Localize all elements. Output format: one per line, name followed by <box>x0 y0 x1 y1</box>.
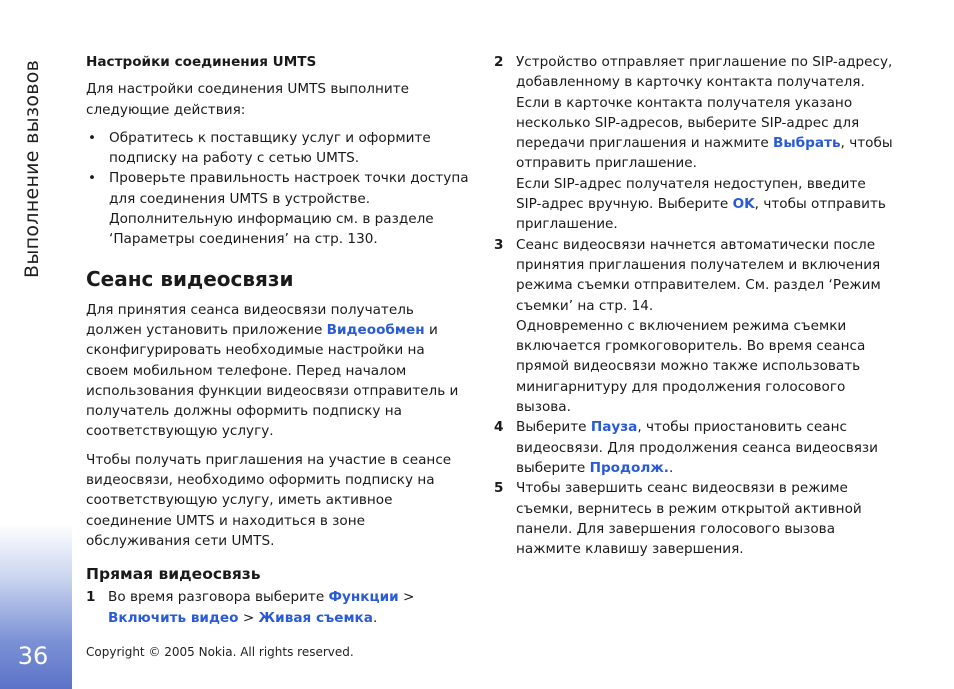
video-paragraph-1 <box>86 300 471 442</box>
bullet-text: Проверьте правильность настроек точки доступа для соединения UMTS в устройстве. Дополнительную информацию см. в разделе ‘Параметры соединения’ на стр. 130. <box>109 170 469 248</box>
bullet-text: Обратитесь к поставщику услуг и оформите подписку на работу с сетью UMTS. <box>109 129 431 167</box>
list-item <box>86 168 471 249</box>
step-text-part: Если в карточке контакта получателя указано несколько SIP-адресов, выберите SIP-адрес для передачи приглашения и нажмите <box>516 94 860 152</box>
step-number: 1 <box>86 589 96 606</box>
copyright-footer: Copyright © 2005 Nokia. All rights reserved. <box>86 645 354 659</box>
page-number: 36 <box>17 642 49 670</box>
list-item <box>86 128 471 169</box>
step-text-part: , чтобы отправить приглашение. <box>516 196 886 233</box>
step-end: . <box>372 609 378 626</box>
step-item-1 <box>86 587 471 628</box>
video-paragraph-2: Чтобы получать приглашения на участие в сеансе видеосвязи, необходимо оформить подписку на соответствующую услугу, иметь активное соединение UMTS и находиться в зоне обслуживания сети UMTS. <box>86 451 452 549</box>
steps-list <box>86 587 471 628</box>
enable-video-link: Включить видео <box>108 609 239 626</box>
step-item-2 <box>494 52 894 235</box>
step-text: Устройство отправляет приглашение по SIP-адресу, добавленному в карточку контакта получателя. <box>516 54 893 91</box>
pause-link: Пауза <box>590 419 638 436</box>
section-title: Выполнение вызовов <box>21 59 43 278</box>
options-link: Функции <box>328 589 399 606</box>
step-number: 2 <box>494 54 504 70</box>
umts-heading: Настройки соединения UMTS <box>86 54 317 70</box>
step-end: . <box>668 459 674 476</box>
step-text <box>516 174 894 235</box>
step-text: Сеанс видеосвязи начнется автоматически после принятия приглашения получателем и включения режима съемки отправителем. См. раздел ‘Режим съемки’ на стр. 14. <box>516 236 881 314</box>
step-text: Во время разговора выберите <box>108 589 329 606</box>
step-item-3 <box>494 235 894 418</box>
step-text-part: Если SIP-адрес получателя недоступен, введите SIP-адрес вручную. Выберите <box>516 175 866 213</box>
step-number: 4 <box>494 419 504 436</box>
umts-bullet-list <box>86 128 471 250</box>
select-link: Выбрать <box>773 135 841 152</box>
step-text-part: , чтобы отправить приглашение. <box>516 135 893 172</box>
left-column <box>86 52 471 628</box>
bullet-glyph: • <box>88 170 97 187</box>
step-text: Выберите <box>516 419 591 436</box>
right-column <box>494 52 894 559</box>
p1-text-end: и сконфигурировать необходимые настройки на своем мобильном телефоне. Перед началом использования функции видеосвязи отправитель и получатель должны оформить подписку на соответствующую услугу. <box>86 321 459 440</box>
step-item-4 <box>494 417 894 478</box>
step-text: , чтобы приостановить сеанс видеосвязи. Для продолжения сеанса видеосвязи выберите <box>516 419 878 476</box>
continue-link: Продолж. <box>589 459 669 476</box>
step-text: Одновременно с включением режима съемки включается громкоговоритель. Во время сеанса прямой видеосвязи можно также использовать минигарнитуру для продолжения голосового вызова. <box>516 317 866 416</box>
videosharing-link: Видеообмен <box>326 321 425 338</box>
sidebar <box>0 0 72 689</box>
separator: > <box>398 589 415 606</box>
ok-link: OK <box>732 196 755 213</box>
step-text <box>516 93 894 174</box>
step-number: 3 <box>494 236 504 253</box>
section-heading: Сеанс видеосвязи <box>86 266 294 291</box>
step-number: 5 <box>494 480 504 497</box>
live-video-link: Живая съемка <box>258 609 373 626</box>
umts-intro: Для настройки соединения UMTS выполните следующие действия: <box>86 81 409 118</box>
steps-list-continued <box>494 52 894 559</box>
p1-text: Для принятия сеанса видеосвязи получатель должен установить приложение <box>86 301 414 338</box>
step-text: Чтобы завершить сеанс видеосвязи в режиме съемки, вернитесь в режим открытой активной панели. Для завершения голосового вызова нажмите клавишу завершения. <box>516 480 862 558</box>
step-item-5 <box>494 478 894 559</box>
bullet-glyph: • <box>88 129 97 146</box>
sub-heading: Прямая видеосвязь <box>86 565 261 584</box>
separator: > <box>238 609 259 626</box>
